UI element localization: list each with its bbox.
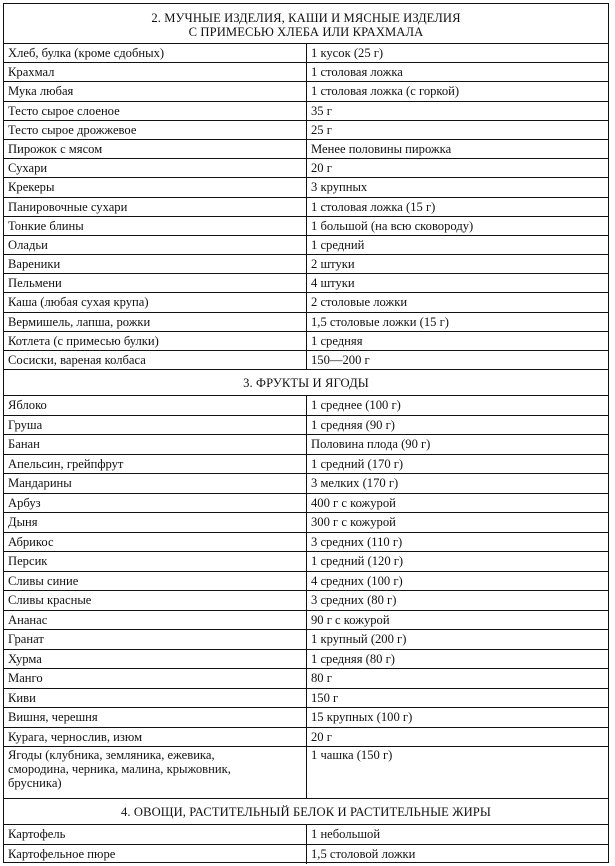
- section-heading-line: 4. ОВОЩИ, РАСТИТЕЛЬНЫЙ БЕЛОК И РАСТИТЕЛЬНЫЕ ЖИРЫ: [121, 804, 491, 819]
- portion-size: 2 столовые ложки: [311, 295, 408, 310]
- food-name: Киви: [4, 689, 307, 708]
- food-name: Курага, чернослив, изюм: [4, 728, 307, 747]
- food-name: Сухари: [4, 159, 307, 177]
- table-row: [4, 708, 608, 728]
- portion-size: 35 г: [311, 103, 332, 118]
- table-row: [4, 728, 608, 748]
- portion-size: 400 г с кожурой: [311, 495, 396, 510]
- table-row: [4, 630, 608, 650]
- portion-size: 3 средних (80 г): [311, 593, 397, 608]
- portion-size: 1 небольшой: [311, 827, 381, 842]
- food-name: Пирожок с мясом: [4, 140, 307, 158]
- section-heading-fruits-berries: [4, 370, 608, 396]
- portion-size: 1 средний (120 г): [311, 554, 404, 569]
- food-name: Крахмал: [4, 63, 307, 81]
- portion-size: 90 г с кожурой: [311, 612, 390, 627]
- table-row: [4, 274, 608, 293]
- section-heading-vegetables: [4, 799, 608, 825]
- food-name: Абрикос: [4, 533, 307, 552]
- section-heading-line: С ПРИМЕСЬЮ ХЛЕБА ИЛИ КРАХМАЛА: [188, 25, 424, 39]
- food-name: Котлета (с примесью булки): [4, 332, 307, 350]
- food-name: Сосиски, вареная колбаса: [4, 351, 307, 369]
- table-row: [4, 198, 608, 217]
- portion-size: Половина плода (90 г): [311, 437, 431, 452]
- table-row: [4, 669, 608, 689]
- food-name: Апельсин, грейпфрут: [4, 455, 307, 474]
- table-row: [4, 159, 608, 178]
- food-name: Ананас: [4, 611, 307, 630]
- table-row: [4, 494, 608, 514]
- portion-size: 1 столовая ложка (15 г): [311, 199, 436, 214]
- portion-size: 1 средняя (90 г): [311, 417, 395, 432]
- food-name: Дыня: [4, 513, 307, 532]
- food-name: Тесто сырое дрожжевое: [4, 121, 307, 139]
- table-row: [4, 689, 608, 709]
- portion-size: 20 г: [311, 729, 332, 744]
- portion-size: 4 средних (100 г): [311, 573, 403, 588]
- table-row: [4, 416, 608, 436]
- food-name: Хлеб, булка (кроме сдобных): [4, 44, 307, 62]
- portion-size: Менее половины пирожка: [311, 141, 452, 156]
- table-row: [4, 611, 608, 631]
- portion-size: 1 чашка (150 г): [311, 748, 393, 763]
- table-row: [4, 572, 608, 592]
- table-row: [4, 178, 608, 197]
- food-name: Вишня, черешня: [4, 708, 307, 727]
- table-row: [4, 552, 608, 572]
- table-row: [4, 474, 608, 494]
- table-row: [4, 102, 608, 121]
- food-name: Мука любая: [4, 82, 307, 100]
- food-name: Сливы синие: [4, 572, 307, 591]
- portion-size: 3 средних (110 г): [311, 534, 403, 549]
- table-row: [4, 825, 608, 845]
- portion-size: 4 штуки: [311, 276, 355, 291]
- table-row: [4, 455, 608, 475]
- food-name: Оладьи: [4, 236, 307, 254]
- table-row: [4, 513, 608, 533]
- portion-size: 1 среднее (100 г): [311, 398, 401, 413]
- table-row: [4, 121, 608, 140]
- portion-size: 1,5 столовые ложки (15 г): [311, 314, 449, 329]
- food-name: Груша: [4, 416, 307, 435]
- table-row: [4, 44, 608, 63]
- table-row: [4, 650, 608, 670]
- section-heading-flour-products: [4, 4, 608, 44]
- food-name: Тонкие блины: [4, 217, 307, 235]
- section-heading-line: 2. МУЧНЫЕ ИЗДЕЛИЯ, КАШИ И МЯСНЫЕ ИЗДЕЛИЯ: [151, 10, 461, 25]
- food-name: Картофельное пюре: [4, 845, 307, 865]
- table-row: [4, 255, 608, 274]
- portion-size: 1,5 столовой ложки: [311, 847, 416, 862]
- food-name: Вареники: [4, 255, 307, 273]
- table-row: [4, 533, 608, 553]
- food-name: Арбуз: [4, 494, 307, 513]
- portion-size: 1 средний (170 г): [311, 456, 404, 471]
- food-name: Манго: [4, 669, 307, 688]
- food-name: Мандарины: [4, 474, 307, 493]
- food-name: Вермишель, лапша, рожки: [4, 313, 307, 331]
- portion-size: 20 г: [311, 161, 332, 176]
- food-name: [4, 747, 307, 798]
- food-name: Персик: [4, 552, 307, 571]
- table-row: [4, 140, 608, 159]
- portion-size: 2 штуки: [311, 257, 355, 272]
- portion-size: 1 средняя: [311, 333, 363, 348]
- portion-size: 1 кусок (25 г): [311, 46, 384, 61]
- food-name-line: Ягоды (клубника, земляника, ежевика,: [8, 748, 215, 763]
- portion-size: 1 крупный (200 г): [311, 632, 407, 647]
- table-row: [4, 845, 608, 865]
- food-name: Яблоко: [4, 396, 307, 415]
- table-row: [4, 591, 608, 611]
- portion-size: 150—200 г: [311, 353, 370, 368]
- portion-size: 3 крупных: [311, 180, 368, 195]
- table-row: [4, 82, 608, 101]
- table-row: [4, 293, 608, 312]
- food-name: Картофель: [4, 825, 307, 844]
- food-name-line: смородина, черника, малина, крыжовник,: [8, 762, 231, 777]
- table-row: [4, 435, 608, 455]
- food-name: Каша (любая сухая крупа): [4, 293, 307, 311]
- portion-size: 150 г: [311, 690, 339, 705]
- portion-size: 1 средний: [311, 237, 365, 252]
- portion-size: 3 мелких (170 г): [311, 476, 399, 491]
- table-row: [4, 396, 608, 416]
- portion-size: 1 большой (на всю сковороду): [311, 218, 474, 233]
- portion-size: 1 средняя (80 г): [311, 651, 395, 666]
- portion-size: 1 столовая ложка (с горкой): [311, 84, 460, 99]
- food-name-line: брусника): [8, 776, 62, 791]
- portion-size: 15 крупных (100 г): [311, 710, 413, 725]
- food-name: Тесто сырое слоеное: [4, 102, 307, 120]
- food-name: Гранат: [4, 630, 307, 649]
- table-row: [4, 332, 608, 351]
- food-name: Крекеры: [4, 178, 307, 196]
- portion-size: 1 столовая ложка: [311, 65, 403, 80]
- table-row: [4, 313, 608, 332]
- food-name: Сливы красные: [4, 591, 307, 610]
- table-row: [4, 351, 608, 370]
- food-name: Банан: [4, 435, 307, 454]
- portion-size: 80 г: [311, 671, 332, 686]
- table-row: [4, 63, 608, 82]
- table-row: [4, 217, 608, 236]
- portion-table: [3, 3, 609, 863]
- table-row: [4, 236, 608, 255]
- food-name: Хурма: [4, 650, 307, 669]
- section-heading-line: 3. ФРУКТЫ И ЯГОДЫ: [243, 375, 369, 390]
- food-name: Панировочные сухари: [4, 198, 307, 216]
- portion-size: 300 г с кожурой: [311, 515, 396, 530]
- food-name: Пельмени: [4, 274, 307, 292]
- table-row: [4, 747, 608, 799]
- portion-size: 25 г: [311, 122, 332, 137]
